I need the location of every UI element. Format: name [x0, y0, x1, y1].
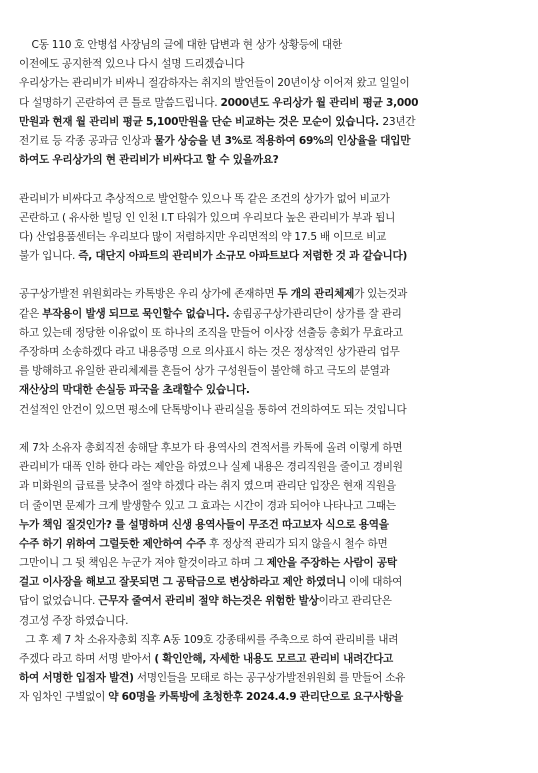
text-line: [19, 190, 522, 209]
bold-text: 약 60명을 카톡방에 초청한후 2024.4.9 관리단으로 요구사항을: [108, 691, 404, 704]
text: 곤란하고 ( 유사한 빌딩 인 인천 I.T 타워가 있으며 우리보다 높은 관리비가 부과 됩니: [19, 211, 396, 224]
text-line: [19, 650, 522, 669]
text: 이에 대하여: [346, 576, 403, 589]
bold-text: 누가 책임 질것인가? 를 설명하며 신생 용역사들이 무조건 따고보자 식으로 용역을: [19, 518, 389, 531]
text-line: [19, 573, 522, 592]
text: 건설적인 안건이 있으면 평소에 단톡방이나 관리실을 통하여 건의하여도 되는 것입니다: [19, 403, 407, 416]
text-line: [19, 113, 522, 132]
text: 과 미화원의 급료를 낮추어 절약 하겠다 라는 취지 였으며 관리단 입장은 현재 직원을: [19, 480, 396, 493]
text: 서명인들을 모태로 하는 공구상가발전위원회 를 만들어 소유: [133, 672, 406, 685]
text-line: [19, 343, 522, 362]
text-line: [19, 688, 522, 707]
paragraph: [19, 190, 522, 267]
text: 더 줄이면 문제가 크게 발생할수 있고 그 효과는 시간이 경과 되어야 나타나고 그때는: [19, 499, 396, 512]
text-line: [19, 228, 522, 247]
text: 답이 없었습니다.: [19, 595, 99, 608]
bold-text: ( 확인안해, 자세한 내용도 모르고 관리비 내려간다고: [154, 653, 394, 665]
text: 경고성 주장 하였습니다.: [19, 614, 129, 627]
bold-text: 만원과 현재 월 관리비 평균 5,100만원을 단순 비교하는 것은 모순이 있습니다.: [19, 115, 383, 128]
bold-text: 즉, 대단지 아파트의 관리비가 소규모 아파트보다 저렴한 것 과 같습니다): [78, 250, 408, 263]
text: 관리비가 비싸다고 추상적으로 발언할수 있으나 똑 같은 조건의 상가가 없어 비교가: [19, 192, 390, 205]
text-line: [19, 285, 522, 304]
text: 자 임차인 구별없이: [19, 691, 109, 704]
text: 불가 입니다.: [19, 250, 79, 263]
text-line: [19, 324, 522, 343]
text: 그 후 제 7 차 소유자총회 직후 A동 109호 강종태씨를 주축으로 하여 관리비를 내려: [19, 633, 399, 646]
text-line: [19, 669, 522, 688]
text: 23년간: [382, 115, 416, 128]
text: 같은: [19, 307, 43, 320]
text: C동 110 호 안병섭 사장님의 글에 대한 답변과 현 상가 상황등에 대한: [19, 39, 342, 51]
text: 다) 산업용품센터는 우리보다 많이 저렴하지만 우리면적의 약 17.5 배 이므로 비교: [19, 230, 387, 243]
text-line: [19, 516, 522, 535]
text: 주장하며 소송하겠다 라고 내용증명 으로 의사표시 하는 것은 정상적인 상가관리 업무: [19, 346, 400, 358]
text-line: [19, 477, 522, 496]
text: 다 설명하기 곤란하여 큰 틀로 말씀드립니다.: [19, 96, 221, 109]
paragraph: [19, 36, 522, 170]
text-line: [19, 305, 522, 324]
bold-text: 하여도 우리상가의 현 관리비가 비싸다고 할 수 있을까요?: [19, 154, 279, 167]
text: 전기료 등 각종 공과금 인상과: [19, 134, 155, 147]
text-line: [19, 247, 522, 266]
text: 이라고 관리단은: [318, 595, 392, 608]
text: 공구상가발전 위원회라는 카톡방은 우리 상가에 존재하면: [19, 288, 278, 301]
paragraph: [19, 439, 522, 708]
text-line: [19, 554, 522, 573]
text: 가 있는것과: [354, 288, 408, 301]
text: 를 방해하고 유일한 관리체제를 흔들어 상가 구성원들이 불안해 하고 극도의 분열과: [19, 365, 390, 378]
text-line: [19, 401, 522, 420]
text: 주겠다 라고 하며 서명 받아서: [19, 653, 155, 665]
paragraph-gap: [19, 170, 522, 189]
text: 송림공구상가관리단이 상가를 잘 관리: [229, 307, 402, 320]
text-line: [19, 209, 522, 228]
text: 제 7차 소유자 총회직전 송해달 후보가 타 용역사의 견적서를 카톡에 올려 이렇게 하면: [19, 441, 403, 454]
bold-text: 물가 상승을 년 3%로 적용하여 69%의 인상율을 대입만: [154, 134, 411, 147]
text-line: [19, 497, 522, 516]
text: 우리상가는 관리비가 비싸니 절감하자는 취지의 발언들이 20년이상 이어져 왔고 일일이: [19, 77, 410, 90]
text-line: [19, 55, 522, 74]
text-line: [19, 458, 522, 477]
text: 이전에도 공지한적 있으나 다시 설명 드리겠습니다: [19, 58, 245, 71]
bold-text: 하여 서명한 입점자 발견): [19, 672, 134, 685]
text: 하고 있는데 정당한 이유없이 또 하나의 조직을 만들어 이사장 선출등 총회가 무효라고: [19, 326, 403, 339]
text-line: [19, 631, 522, 650]
text-line: [19, 612, 522, 631]
text: 관리비가 대폭 인하 한다 라는 제안을 하였으나 실제 내용은 경리직원을 줄이고 경비원: [19, 461, 403, 474]
paragraph-gap: [19, 420, 522, 439]
bold-text: 걸고 이사장을 해보고 잘못되면 그 공탁금으로 변상하라고 제안 하였더니: [19, 576, 347, 589]
bold-text: 부작용이 발생 되므로 묵인할수 없습니다.: [42, 307, 230, 320]
text-line: [19, 132, 522, 151]
text-line: [19, 362, 522, 381]
text-line: [19, 535, 522, 554]
paragraph-gap: [19, 266, 522, 285]
text-line: [19, 439, 522, 458]
paragraph: [19, 285, 522, 419]
text: 그만이니 그 뒷 책임은 누군가 져야 할것이라고 하며 그: [19, 557, 267, 570]
bold-text: 두 개의 관리체제: [277, 288, 355, 301]
text-line: [19, 94, 522, 113]
bold-text: 2000년도 우리상가 월 관리비 평균 3,000: [220, 96, 419, 109]
text-line: [19, 381, 522, 400]
bold-text: 근무자 줄여서 관리비 절약 하는것은 위험한 발상: [98, 595, 319, 608]
bold-text: 수주 하기 위하여 그럴듯한 제안하여 수주: [19, 537, 206, 550]
text-line: [19, 36, 522, 55]
bold-text: 제안을 주장하는 사람이 공탁: [266, 557, 397, 570]
text-line: [19, 592, 522, 611]
text: 후 정상적 관리가 되지 않을시 철수 하면: [205, 537, 388, 550]
text-line: [19, 74, 522, 93]
bold-text: 재산상의 막대한 손실등 파국을 초래할수 있습니다.: [19, 384, 250, 397]
text-line: [19, 151, 522, 170]
